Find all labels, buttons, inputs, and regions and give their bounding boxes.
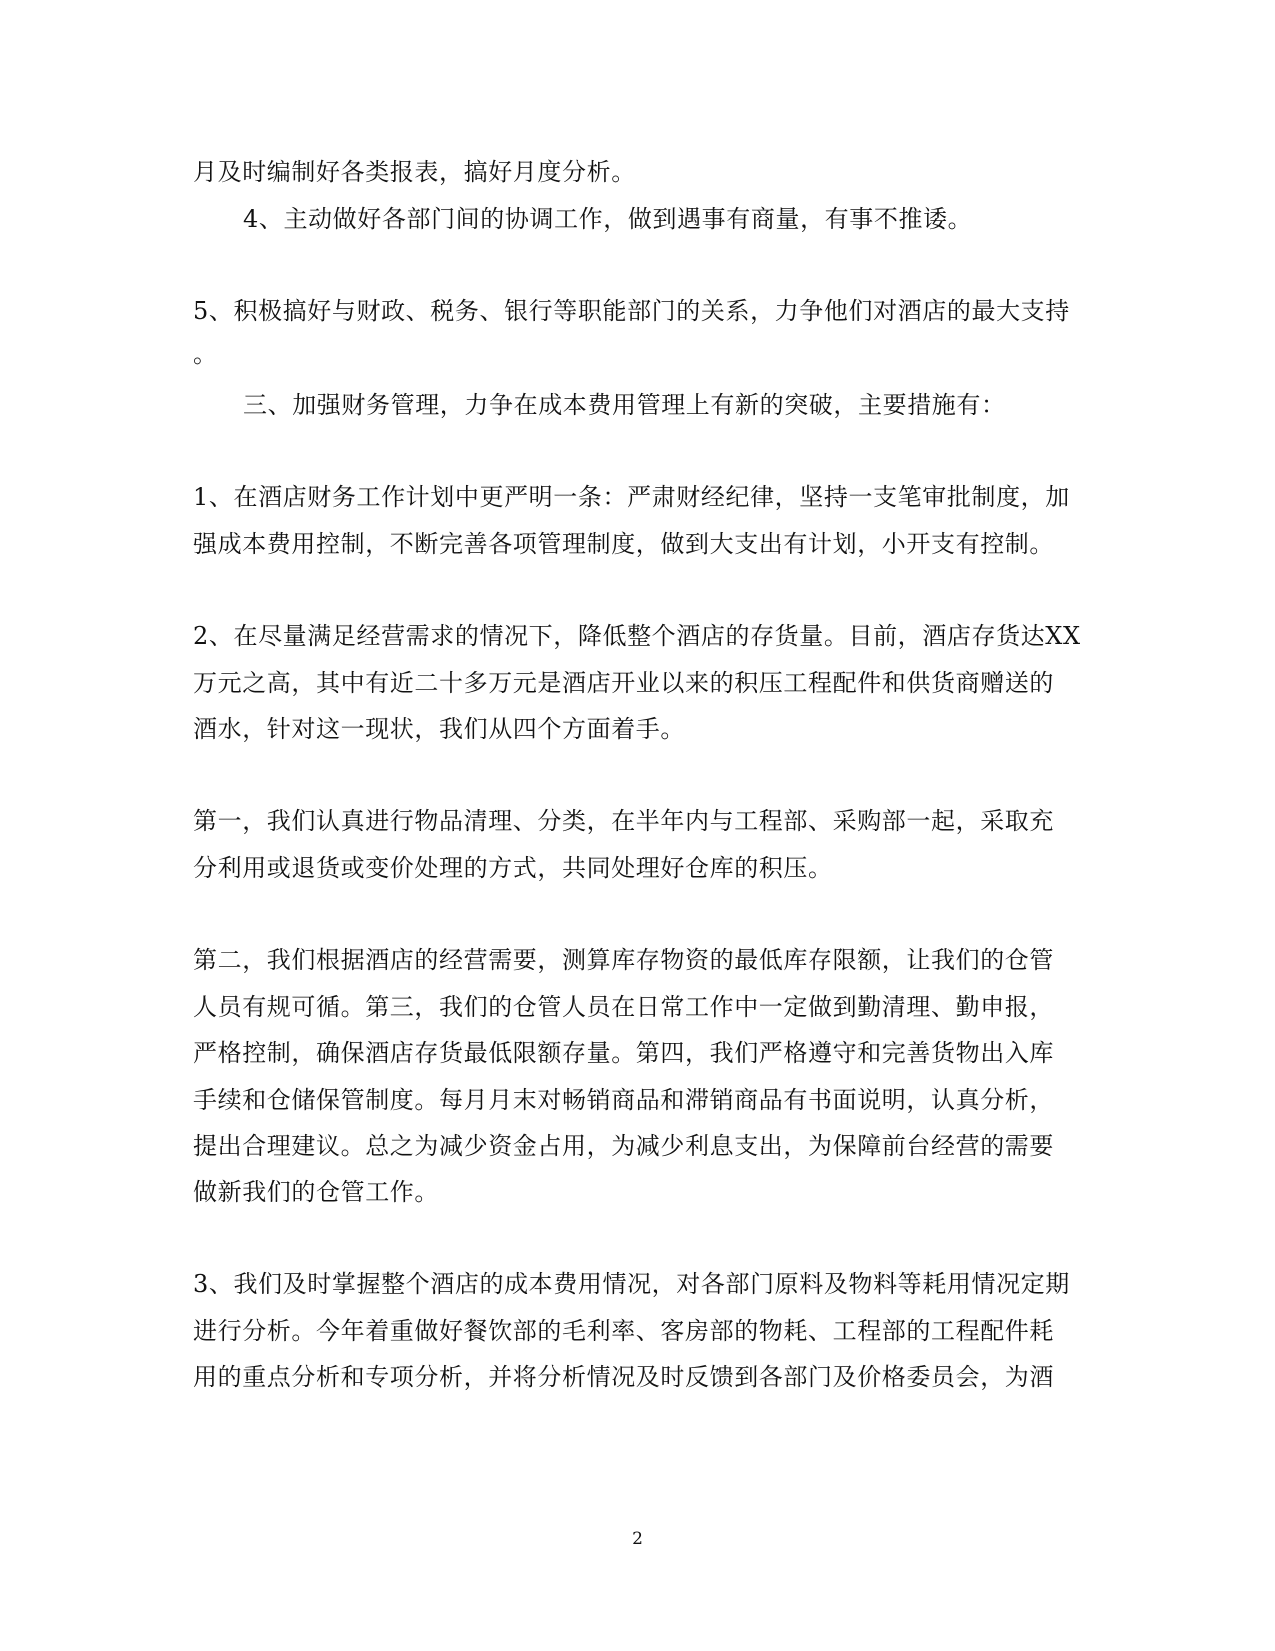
text-line: 人员有规可循。第三，我们的仓管人员在日常工作中一定做到勤清理、勤申报， (193, 993, 1054, 1021)
text-line: 万元之高，其中有近二十多万元是酒店开业以来的积压工程配件和供货商赠送的 (193, 669, 1054, 697)
text-line: 分利用或退货或变价处理的方式，共同处理好仓库的积压。 (193, 854, 833, 882)
text-line: 2、在尽量满足经营需求的情况下，降低整个酒店的存货量。目前，酒店存货达XX (193, 622, 1081, 650)
text-line: 进行分析。今年着重做好餐饮部的毛利率、客房部的物耗、工程部的工程配件耗 (193, 1317, 1054, 1345)
text-line: 三、加强财务管理，力争在成本费用管理上有新的突破，主要措施有： (243, 391, 1006, 419)
text-line: 做新我们的仓管工作。 (193, 1178, 439, 1206)
text-line: 提出合理建议。总之为减少资金占用，为减少利息支出，为保障前台经营的需要 (193, 1132, 1054, 1160)
text-line: 1、在酒店财务工作计划中更严明一条：严肃财经纪律，坚持一支笔审批制度，加 (193, 483, 1070, 511)
text-line: 。 (193, 340, 218, 368)
text-line: 第二，我们根据酒店的经营需要，测算库存物资的最低库存限额，让我们的仓管 (193, 946, 1054, 974)
text-line: 第一，我们认真进行物品清理、分类，在半年内与工程部、采购部一起，采取充 (193, 807, 1054, 835)
text-line: 强成本费用控制，不断完善各项管理制度，做到大支出有计划，小开支有控制。 (193, 530, 1054, 558)
text-line: 手续和仓储保管制度。每月月末对畅销商品和滞销商品有书面说明，认真分析， (193, 1086, 1054, 1114)
text-line: 用的重点分析和专项分析，并将分析情况及时反馈到各部门及价格委员会，为酒 (193, 1363, 1054, 1391)
text-line: 5、积极搞好与财政、税务、银行等职能部门的关系，力争他们对酒店的最大支持 (193, 297, 1070, 325)
text-line: 酒水，针对这一现状，我们从四个方面着手。 (193, 715, 685, 743)
text-line: 月及时编制好各类报表，搞好月度分析。 (193, 158, 636, 186)
text-line: 3、我们及时掌握整个酒店的成本费用情况，对各部门原料及物料等耗用情况定期 (193, 1270, 1070, 1298)
page-number: 2 (632, 1529, 643, 1549)
text-line: 严格控制，确保酒店存货最低限额存量。第四，我们严格遵守和完善货物出入库 (193, 1039, 1054, 1067)
text-line: 4、主动做好各部门间的协调工作，做到遇事有商量，有事不推诿。 (243, 205, 973, 233)
